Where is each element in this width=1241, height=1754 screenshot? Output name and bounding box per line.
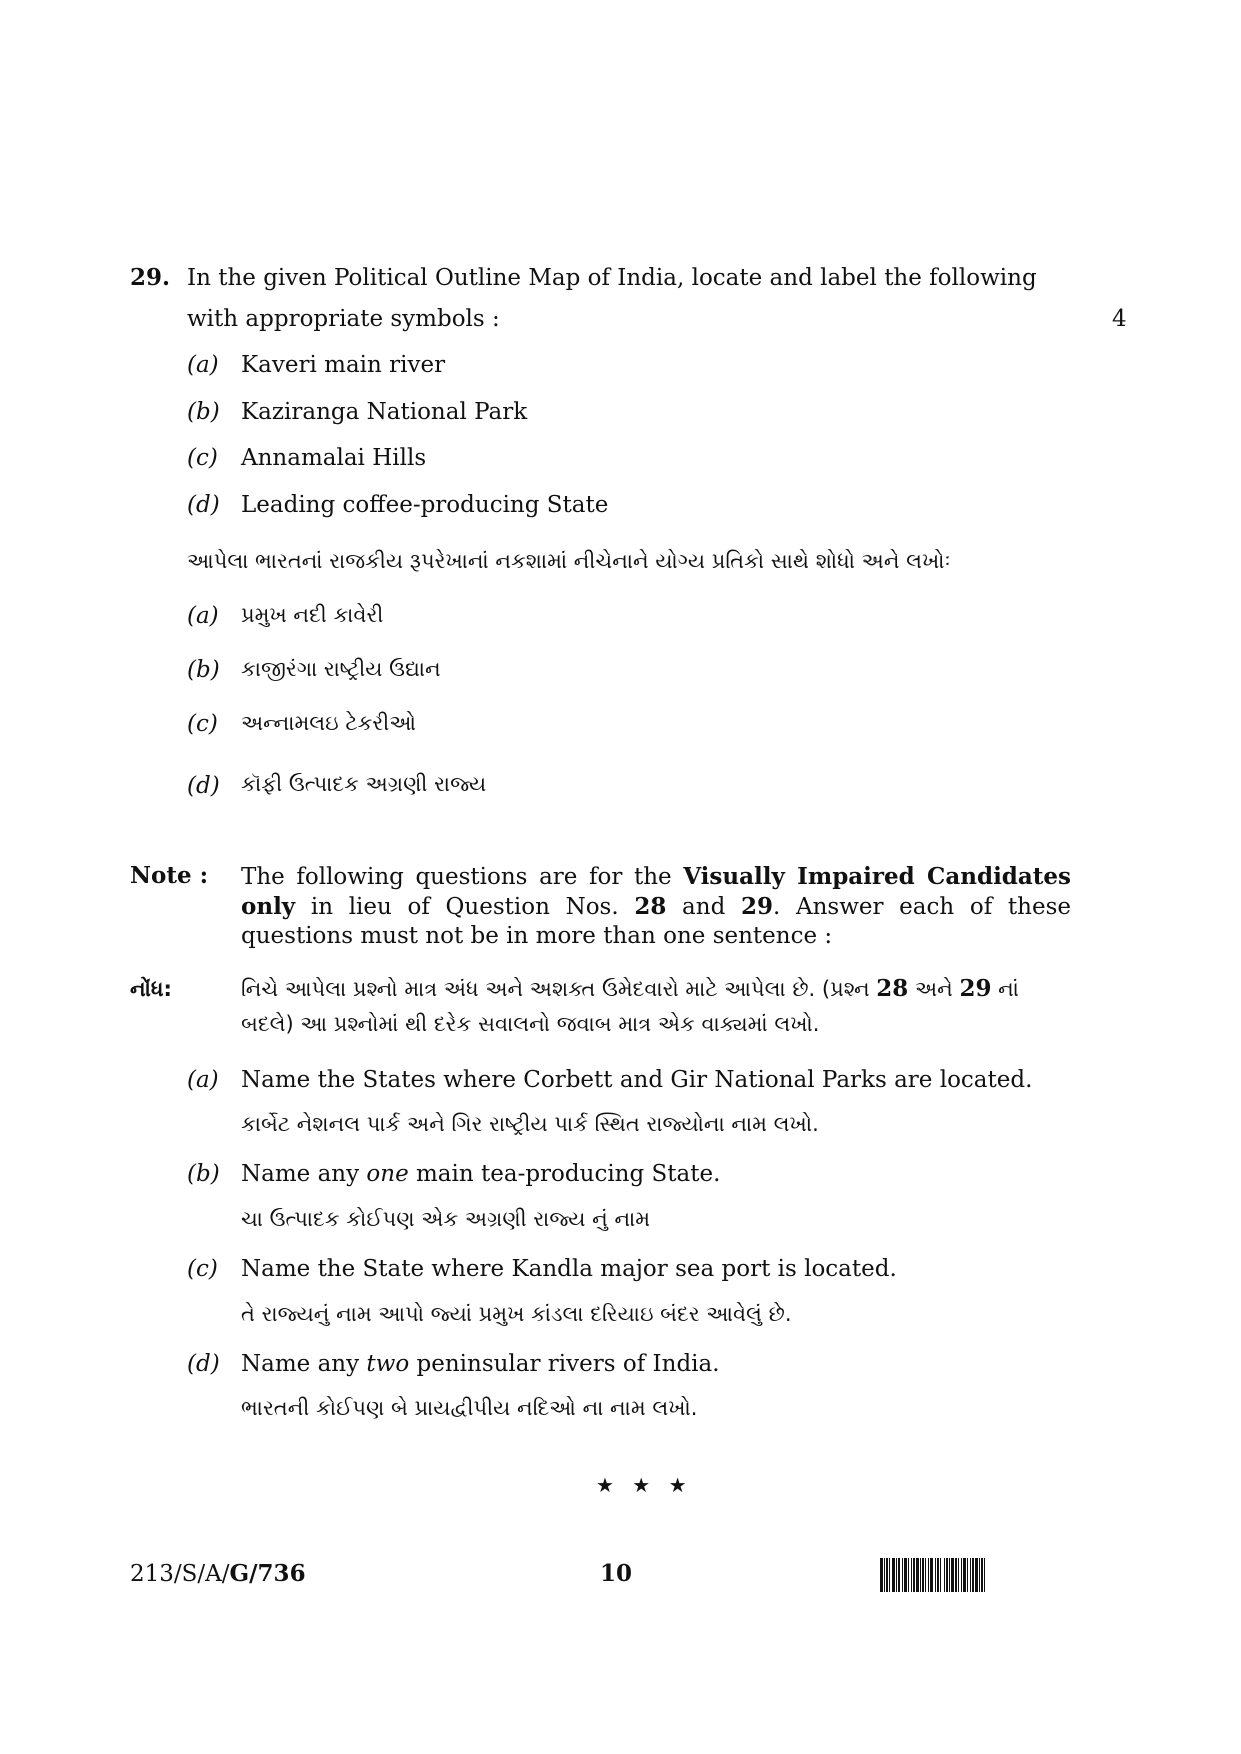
- note-text: The following questions are for the: [241, 864, 684, 890]
- vi-question-label: (d): [187, 1351, 220, 1377]
- barcode-bar: [985, 1558, 988, 1592]
- item-text: Kaveri main river: [241, 352, 446, 378]
- question-number: 29.: [130, 264, 171, 291]
- item-text-gujarati: કૉફી ઉત્પાદક અગ્રણી રાજ્ય: [241, 772, 487, 796]
- note-label: Note :: [130, 862, 209, 889]
- instruction-gujarati: આપેલા ભારતનાં રાજકીય રૂપરેખાનાં નકશામાં નીચેનાને યોગ્ય પ્રતિકો સાથે શોધો અને લખોઃ: [187, 549, 951, 573]
- vi-question-text: Name any two peninsular rivers of India.: [241, 1351, 720, 1377]
- note-text: અને: [908, 977, 960, 1001]
- question-text-line1: In the given Political Outline Map of India, locate and label the following: [187, 265, 1037, 291]
- vi-question-gujarati: ચા ઉત્પાદક કોઈપણ એક અગ્રણી રાજ્ય નું નામ: [241, 1207, 651, 1231]
- item-label: (a): [187, 352, 219, 378]
- vi-question-text: Name any one main tea-producing State.: [241, 1161, 721, 1187]
- note-text: in lieu of Question Nos.: [295, 894, 635, 920]
- end-marker: ★ ★ ★: [596, 1473, 693, 1497]
- item-text-gujarati: અન્નામલઇ ટેકરીઓ: [241, 711, 416, 735]
- note-text: નાં: [991, 977, 1019, 1001]
- page-number: 10: [600, 1560, 633, 1587]
- vi-question-label: (a): [187, 1067, 219, 1093]
- note-gujarati-line2: બદલે) આ પ્રશ્નોમાં થી દરેક સવાલનો જવાબ માત્ર એક વાક્યમાં લખો.: [241, 1012, 820, 1036]
- vi-question-text: Name the State where Kandla major sea port is located.: [241, 1256, 897, 1282]
- note-gujarati-line1: [241, 975, 1019, 1003]
- note-text: નિચે આપેલા પ્રશ્નો માત્ર અંધ અને અશક્ત ઉમેદવારો માટે આપેલા છે. (પ્રશ્ન: [241, 977, 877, 1001]
- item-text: Annamalai Hills: [241, 445, 427, 471]
- question-text-line2: with appropriate symbols :: [187, 306, 500, 332]
- item-text-gujarati: પ્રમુખ નદી કાવેરી: [241, 603, 384, 627]
- vi-question-text: Name the States where Corbett and Gir National Parks are located.: [241, 1067, 1033, 1093]
- item-label: (d): [187, 492, 220, 518]
- note-question-number: 28: [876, 975, 909, 1002]
- note-label-gujarati: નોંધ:: [130, 977, 172, 1001]
- note-emphasis: Visually Impaired Candidates only: [241, 863, 1071, 920]
- item-text: Leading coffee-producing State: [241, 492, 609, 518]
- item-label: (b): [187, 657, 220, 683]
- item-label: (a): [187, 603, 219, 629]
- paper-code: [130, 1560, 306, 1588]
- item-label: (c): [187, 445, 218, 471]
- note-text: and: [666, 894, 741, 920]
- vi-question-gujarati: ભારતની કોઈપણ બે પ્રાયદ્વીપીય નદિઓ ના નામ લખો.: [241, 1396, 698, 1420]
- paper-code-set: G/736: [229, 1560, 306, 1587]
- vi-question-gujarati: કાર્બેટ નેશનલ પાર્ક અને ગિર રાષ્ટ્રીય પાર્ક સ્થિત રાજ્યોના નામ લખો.: [241, 1112, 819, 1136]
- item-label: (b): [187, 399, 220, 425]
- marks: 4: [1112, 306, 1127, 332]
- note-body: [241, 862, 1071, 951]
- note-text: . Answer each of these questions must not be in more than one sentence :: [241, 894, 1071, 949]
- note-question-number: 29: [959, 975, 992, 1002]
- item-label: (d): [187, 773, 220, 799]
- note-question-number: 29: [740, 893, 773, 920]
- item-text: Kaziranga National Park: [241, 399, 528, 425]
- note-question-number: 28: [634, 893, 667, 920]
- barcode: [880, 1558, 1130, 1592]
- item-label: (c): [187, 711, 218, 737]
- vi-question-label: (b): [187, 1161, 220, 1187]
- item-text-gujarati: કાજીરંગા રાષ્ટ્રીય ઉદ્યાન: [241, 657, 441, 681]
- vi-question-gujarati: તે રાજ્યનું નામ આપો જ્યાં પ્રમુખ કાંડલા દરિયાઇ બંદર આવેલું છે.: [241, 1302, 792, 1326]
- vi-question-label: (c): [187, 1256, 218, 1282]
- paper-code-prefix: 213/S/A/: [130, 1561, 230, 1587]
